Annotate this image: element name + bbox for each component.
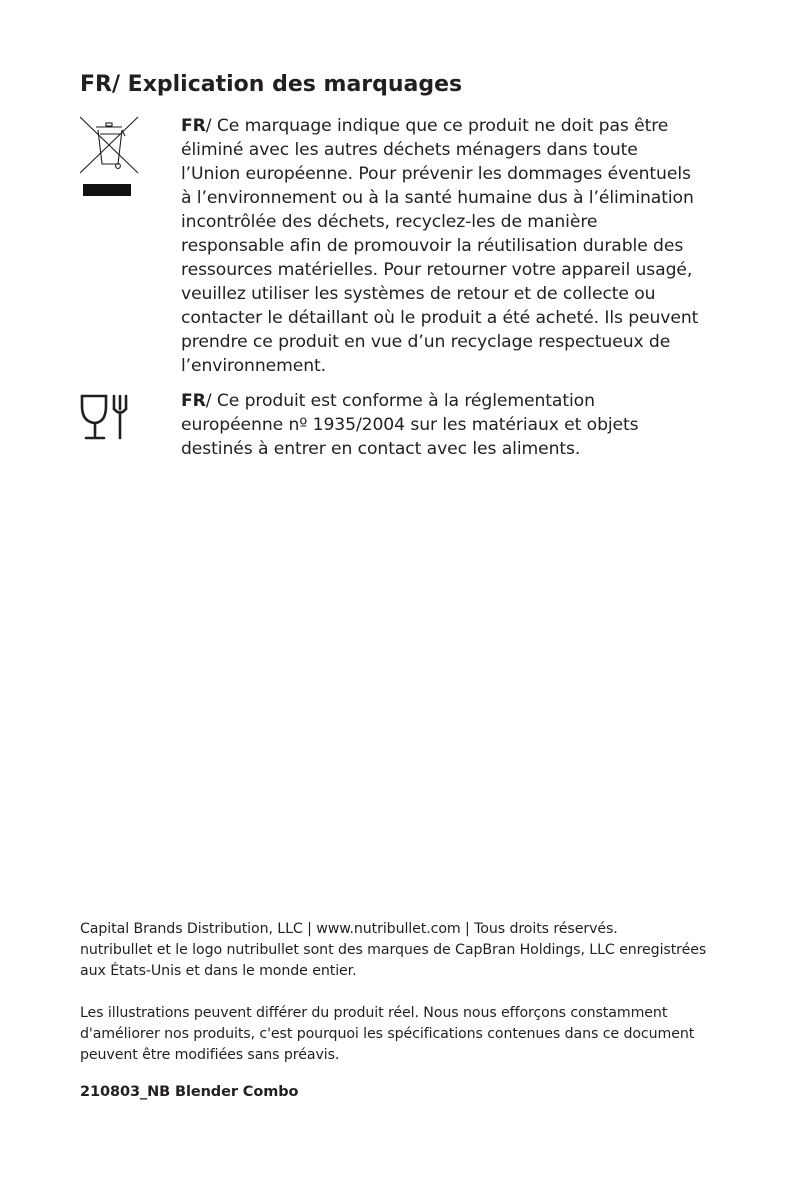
food-contact-marking-description	[181, 389, 701, 461]
document-code: 210803_NB Blender Combo	[80, 1084, 299, 1100]
crossed-out-wheelie-bin-icon	[80, 114, 140, 202]
disclaimer-line: d'améliorer nos produits, c'est pourquoi les spécifications contenues dans ce document	[80, 1026, 695, 1042]
legal-line: Capital Brands Distribution, LLC | www.nutribullet.com | Tous droits réservés.	[80, 921, 618, 937]
page-title: FR/ Explication des marquages	[80, 72, 463, 97]
legal-line: nutribullet et le logo nutribullet sont des marques de CapBran Holdings, LLC enregistrées	[80, 942, 707, 958]
food-contact-marking-section	[80, 389, 720, 469]
language-prefix: FR	[181, 116, 206, 136]
disclaimer-line: peuvent être modifiées sans préavis.	[80, 1047, 340, 1063]
food-contact-marking-body: / Ce produit est conforme à la réglementation européenne nº 1935/2004 sur les matériaux et objets destinés à entrer en contact avec les aliments.	[181, 391, 639, 459]
glass-fork-food-safe-icon	[80, 392, 132, 448]
legal-notice	[80, 919, 720, 982]
weee-marking-description	[181, 114, 701, 378]
weee-marking-section	[80, 114, 720, 374]
language-prefix: FR	[181, 391, 206, 411]
weee-marking-body: / Ce marquage indique que ce produit ne doit pas être éliminé avec les autres déchets ménagers dans toute l’Union européenne. Pour prévenir les dommages éventuels à l’environnement ou à la santé humaine dus à l’élimination incontrôlée des déchets, recyclez-les de manière responsable afin de promouvoir la réutilisation durable des ressources matérielles. Pour retourner votre appareil usagé, veuillez utiliser les systèmes de retour et de collecte ou contacter le détaillant où le produit a été acheté. Ils peuvent prendre ce produit en vue d’un recyclage respectueux de l’environnement.	[181, 116, 699, 376]
product-disclaimer	[80, 1003, 720, 1066]
disclaimer-line: Les illustrations peuvent différer du produit réel. Nous nous efforçons constamment	[80, 1005, 668, 1021]
legal-line: aux États-Unis et dans le monde entier.	[80, 963, 357, 979]
